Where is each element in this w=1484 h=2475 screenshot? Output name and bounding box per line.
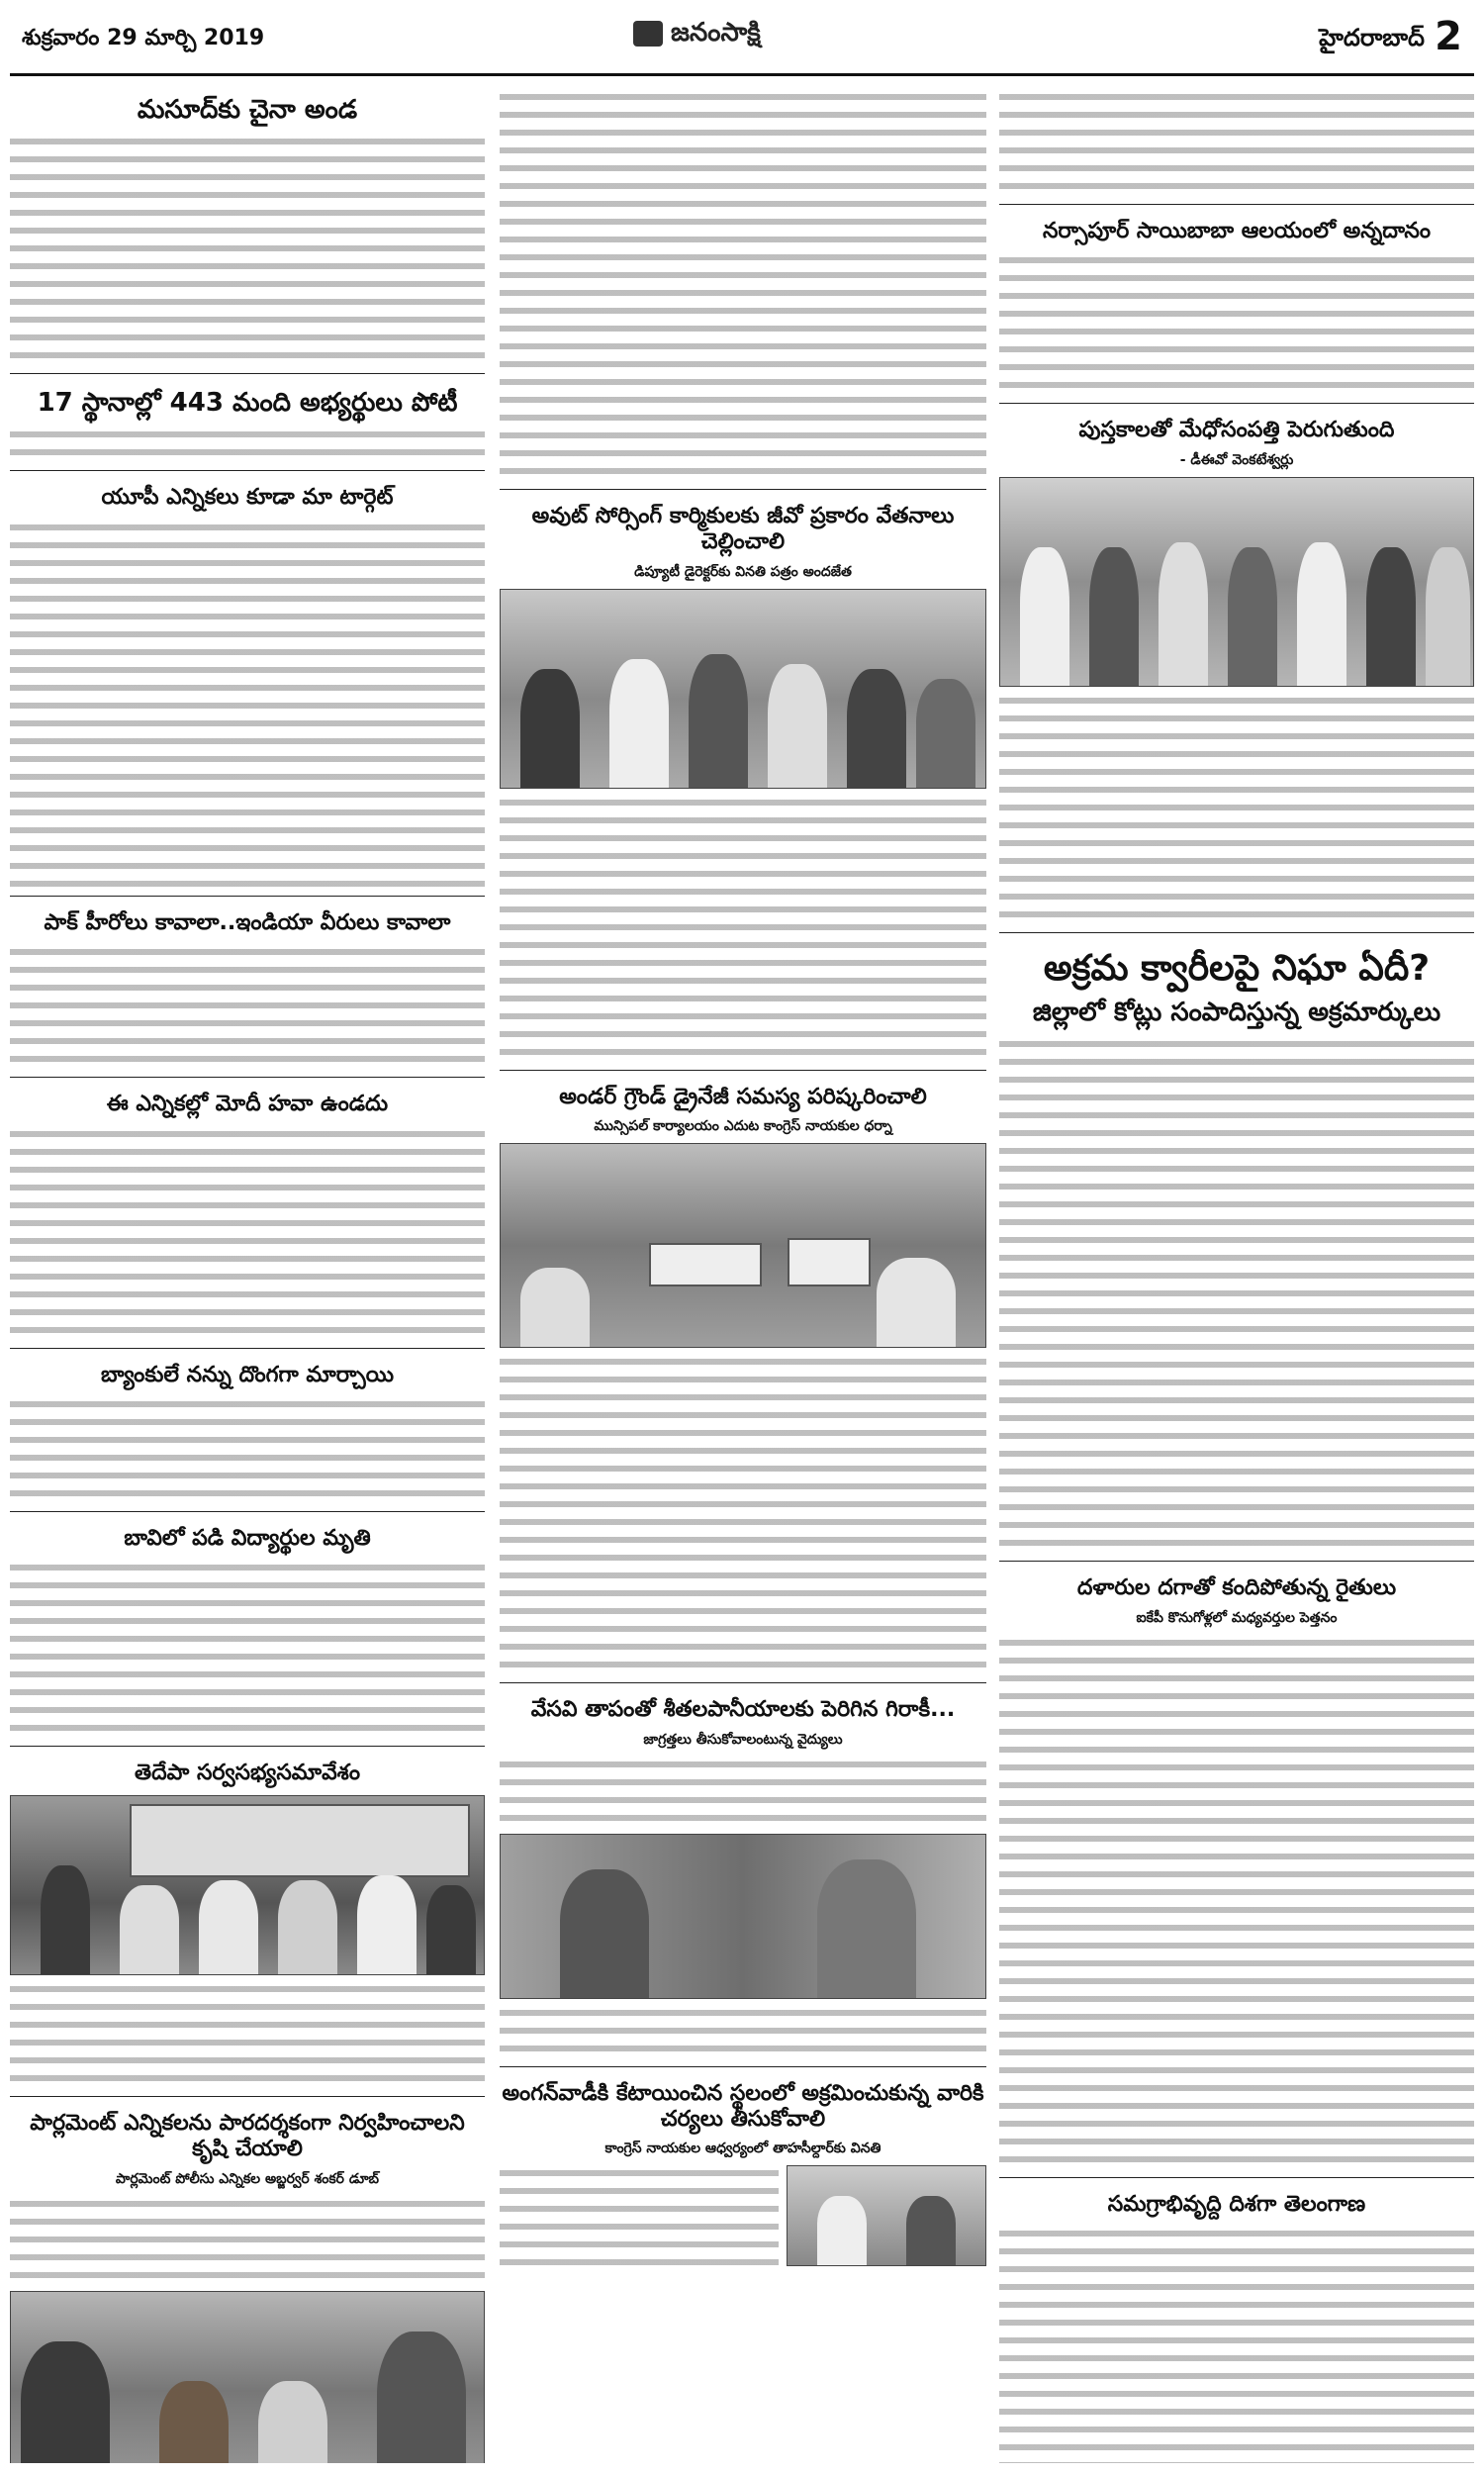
divider <box>500 2066 986 2067</box>
article-body <box>500 795 986 1062</box>
article-body <box>10 427 485 462</box>
article-body <box>999 252 1474 395</box>
person-figure <box>426 1885 476 1974</box>
article-modi-wave <box>10 1086 485 1339</box>
article-body <box>500 1757 986 1828</box>
divider <box>500 489 986 490</box>
person-figure <box>609 659 669 788</box>
page-number: 2 <box>1435 14 1462 59</box>
person-figure <box>1426 547 1470 686</box>
article-election-observer <box>10 2105 485 2463</box>
article-telangana-development <box>999 2186 1474 2463</box>
divider <box>999 932 1474 933</box>
article-body <box>10 2196 485 2285</box>
divider <box>500 1682 986 1683</box>
person-figure <box>520 669 580 788</box>
divider <box>999 403 1474 404</box>
subheadline: డిప్యూటీ డైరెక్టర్‌కు వినతి పత్రం అందజేత <box>634 563 852 580</box>
article-body-continued <box>500 89 986 481</box>
divider <box>999 2177 1474 2178</box>
person-figure <box>21 2341 110 2464</box>
article-body <box>500 1354 986 1674</box>
article-drainage <box>500 1079 986 1674</box>
headline: ఈ ఎన్నికల్లో మోదీ హవా ఉండదు <box>106 1092 389 1117</box>
article-banks <box>10 1357 485 1503</box>
person-figure <box>258 2381 327 2464</box>
subheadline: జాగ్రత్తలు తీసుకోవాలంటున్న వైద్యులు <box>643 1731 843 1748</box>
person-figure <box>1297 542 1346 686</box>
article-body <box>10 1981 485 2088</box>
divider <box>999 1561 1474 1562</box>
article-annadanam <box>999 213 1474 395</box>
person-figure <box>120 1885 179 1974</box>
person-figure <box>159 2381 229 2464</box>
article-body <box>999 2226 1474 2463</box>
headline: మసూద్‌కు చైనా అండ <box>137 95 358 125</box>
article-pak-heroes <box>10 904 485 1069</box>
person-figure <box>1228 547 1277 686</box>
person-figure <box>906 2196 956 2265</box>
headline: దళారుల దగాతో కందిపోతున్న రైతులు <box>1076 1575 1397 1601</box>
headline: పాక్‌ హీరోలు కావాలా..ఇండియా వీరులు కావాలా <box>44 909 451 935</box>
article-body <box>999 693 1474 924</box>
divider <box>10 896 485 897</box>
article-masood <box>10 89 485 365</box>
person-figure <box>689 654 748 788</box>
article-body-continued <box>999 89 1474 196</box>
person-figure <box>847 669 906 788</box>
divider <box>500 1070 986 1071</box>
juice-shop-photo <box>500 1834 986 1999</box>
divider <box>999 204 1474 205</box>
article-body <box>10 1396 485 1503</box>
divider <box>10 1511 485 1512</box>
headline: బ్యాంకులే నన్ను దొంగగా మార్చాయి <box>100 1362 395 1387</box>
masthead <box>0 0 1484 77</box>
stage-banner <box>130 1804 470 1877</box>
person-figure <box>817 1859 916 1998</box>
headline: అవుట్‌ సోర్సింగ్‌ కార్మికులకు జీవో ప్రకారం వేతనాలు చెల్లించాలి <box>531 504 955 555</box>
article-body <box>10 1560 485 1738</box>
person-figure <box>377 2332 466 2464</box>
article-body <box>10 1126 485 1340</box>
headline: 17 స్థానాల్లో 443 మంది అభ్యర్థులు పోటీ <box>37 388 458 419</box>
person-figure <box>199 1880 258 1974</box>
newspaper-name: జనంసాక్షి <box>671 18 761 48</box>
column-middle <box>500 89 986 2463</box>
headline: పార్లమెంట్‌ ఎన్నికలను పారదర్శకంగా నిర్వహించాలని కృషి చేయాలి <box>30 2110 465 2162</box>
article-body <box>10 944 485 1069</box>
person-figure <box>278 1880 337 1974</box>
headline: నర్సాపూర్‌ సాయిబాబా ఆలయంలో అన్నదానం <box>1042 219 1431 243</box>
article-anganwadi <box>500 2075 986 2275</box>
edition-city: హైదరాబాద్ <box>1319 24 1425 51</box>
subheadline: కాంగ్రెస్‌ నాయకుల ఆధ్వర్యంలో తాహసీల్దార్‌కు వినతి <box>604 2141 881 2157</box>
article-candidates <box>10 382 485 462</box>
person-figure <box>916 679 975 788</box>
headline: సమగ్రాభివృద్ది దిశగా తెలంగాణ <box>1107 2191 1366 2217</box>
headline: పుస్తకాలతో మేధోసంపత్తి పెరుగుతుంది <box>1078 418 1395 443</box>
subheadline: మున్సిపల్‌ కార్యాలయం ఎదుట కాంగ్రెస్‌ నాయకుల ధర్నా <box>594 1118 892 1135</box>
subheadline: పార్లమెంట్‌ పోలీసు ఎన్నికల అబ్జర్వర్‌ శంకర్‌ డూబ్‌ <box>115 2170 380 2187</box>
article-up-elections <box>10 479 485 887</box>
person-figure <box>520 1268 590 1347</box>
article-tdp-meeting <box>10 1755 485 2087</box>
divider <box>10 1077 485 1078</box>
dharna-photo <box>500 1143 986 1348</box>
article-outsourcing-workers <box>500 498 986 1062</box>
subheadline: జిల్లాలో కోట్లు సంపాదిస్తున్న అక్రమార్కులు <box>1032 997 1441 1027</box>
person-figure <box>1020 547 1069 686</box>
person-figure <box>768 664 827 788</box>
article-well-deaths <box>10 1520 485 1738</box>
headline: బావిలో పడి విద్యార్థుల మృతి <box>124 1525 371 1551</box>
headline: వేసవి తాపంతో శీతలపానీయాలకు పెరిగిన గిరాకీ... <box>530 1697 956 1723</box>
divider <box>10 1348 485 1349</box>
headline: అండర్‌ గ్రౌండ్‌ డ్రైనేజీ సమస్య పరిష్కరించాలి <box>559 1084 927 1109</box>
person-figure <box>1159 542 1208 686</box>
person-figure <box>877 1258 956 1347</box>
article-body <box>999 1036 1474 1553</box>
protest-placard <box>788 1238 871 1286</box>
divider <box>10 2096 485 2097</box>
article-body <box>500 2005 986 2058</box>
article-body <box>10 134 485 365</box>
divider <box>10 470 485 471</box>
logo-icon <box>633 21 663 47</box>
article-body <box>10 520 485 888</box>
workers-photo <box>500 589 986 789</box>
person-figure <box>817 2196 867 2265</box>
protest-banner <box>649 1243 762 1286</box>
person-figure <box>1366 547 1416 686</box>
subheadline: ఐకేపీ కొనుగోళ్లలో మధ్యవర్తుల పెత్తనం <box>1136 1609 1338 1626</box>
headline: అక్రమ క్వారీలపై నిఘా ఏదీ? <box>1043 947 1431 989</box>
article-farmers <box>999 1570 1474 2168</box>
observer-meeting-photo <box>10 2291 485 2464</box>
tdp-meeting-photo <box>10 1795 485 1975</box>
person-figure <box>1089 547 1139 686</box>
divider <box>10 1746 485 1747</box>
headline: తెదేపా సర్వసభ్యసమావేశం <box>134 1761 360 1786</box>
headline: అంగన్‌వాడీకి కేటాయించిన స్థలంలో అక్రమించుకున్న వారికి చర్యలు తీసుకోవాలి <box>502 2080 984 2132</box>
article-body <box>999 1635 1474 2169</box>
memorandum-photo <box>787 2165 986 2266</box>
column-left <box>10 89 485 2463</box>
person-figure <box>560 1869 649 1998</box>
masthead-rule <box>10 73 1474 76</box>
article-books <box>999 412 1474 923</box>
newspaper-logo <box>633 18 761 53</box>
subheadline: - డీఈవో వెంకటేశ్వర్లు <box>1179 451 1294 468</box>
column-right <box>999 89 1474 2463</box>
person-figure <box>41 1865 90 1974</box>
headline: యూపీ ఎన్నికలు కూడా మా టార్గెట్‌ <box>101 485 394 511</box>
person-figure <box>357 1875 417 1974</box>
issue-date: శుక్రవారం 29 మార్చి 2019 <box>22 26 265 50</box>
article-summer-drinks <box>500 1691 986 2057</box>
article-illegal-quarries <box>999 941 1474 1553</box>
books-release-photo <box>999 477 1474 687</box>
divider <box>10 373 485 374</box>
